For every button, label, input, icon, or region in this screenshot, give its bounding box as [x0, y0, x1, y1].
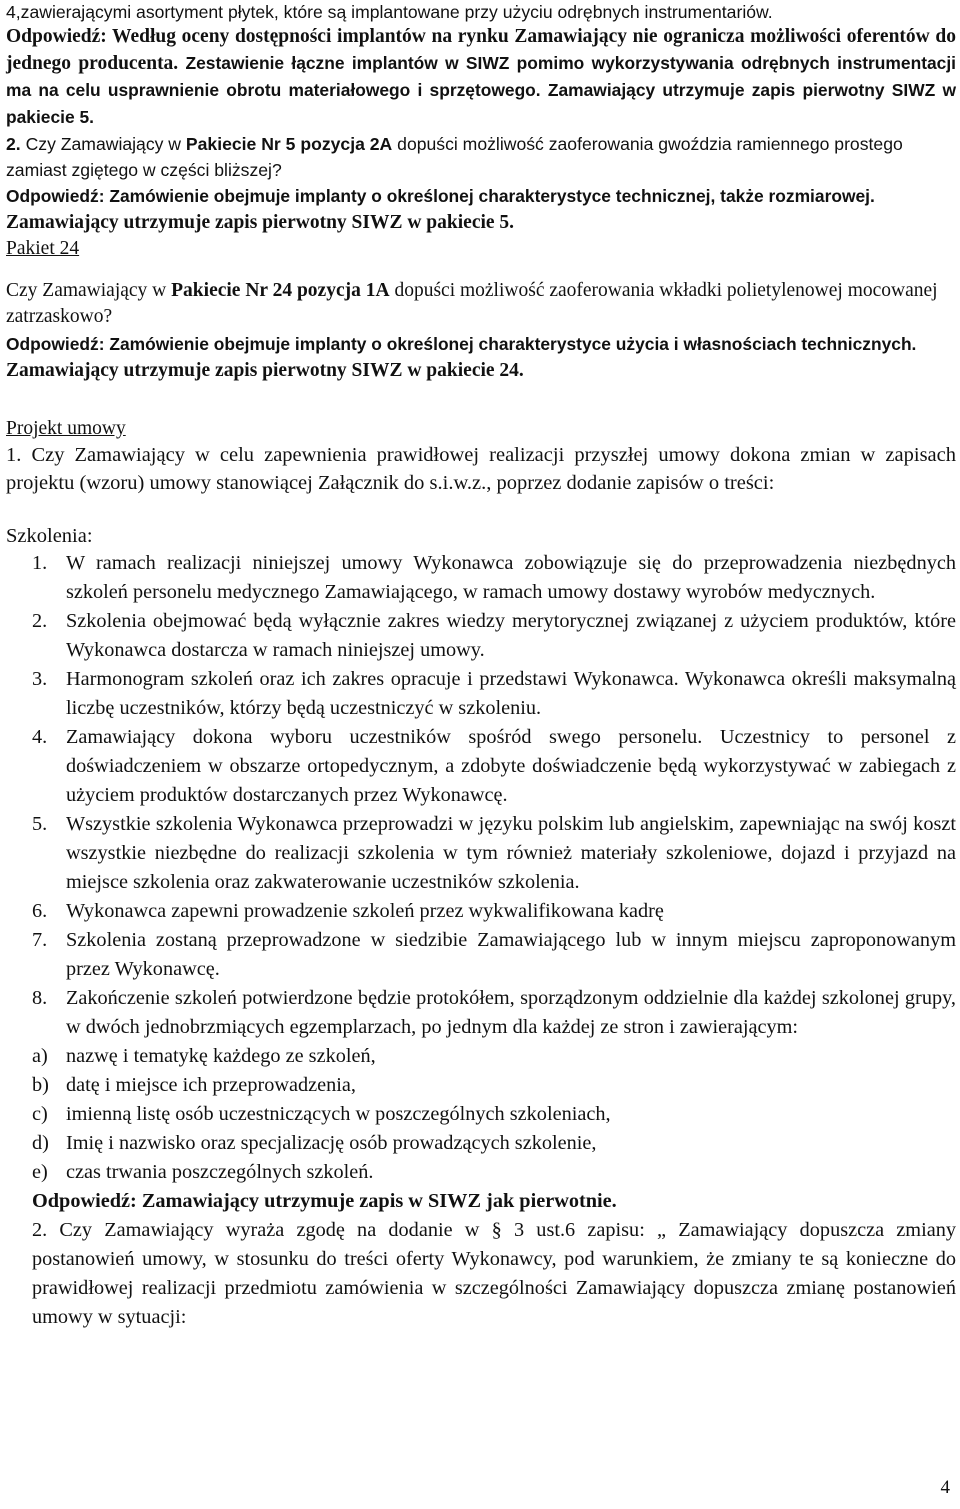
list-item-number: 3. — [32, 668, 48, 691]
answer-label: Odpowiedź: — [6, 26, 107, 47]
question-2-answer — [6, 183, 956, 236]
answer-sans-text: Odpowiedź: Zamówienie obejmuje implanty o określonej charakterystyce użycia i własnościach technicznych. — [6, 333, 917, 354]
intro-line: 4,zawierającymi asortyment płytek, które są implantowane przy użyciu odrębnych instrumentariów. — [6, 2, 773, 22]
question-text-b: Pakiecie Nr 5 pozycja 2A — [185, 134, 393, 154]
sublist-item — [32, 1158, 956, 1187]
sublist-item-letter: e) — [32, 1161, 48, 1184]
list-item-number: 5. — [32, 813, 48, 836]
answer-sans-text: Odpowiedź: Zamówienie obejmuje implanty o określonej charakterystyce technicznej, także rozmiarowej. — [6, 186, 875, 206]
question-number: 2. — [6, 134, 21, 154]
list-item-text: Wszystkie szkolenia Wykonawca przeprowadzi w języku polskim lub angielskim, zapewniając na swój koszt wszystkie niezbędne do realizacji szkolenia w tym również materiały szkoleniowe, dojazd i przyjazd na miejsce szkolenia oraz zakwaterowanie uczestników szkolenia. — [66, 813, 956, 894]
question-text-c: dopuści możliwość zaoferowania wkładki polietylenowej mocowanej zatrzaskowo? — [6, 280, 938, 328]
szkolenia-list — [32, 549, 956, 1042]
answer-text: Według oceny dostępności implantów na rynku Zamawiający nie ogranicza możliwości oferentów do jednego producenta. — [6, 26, 956, 74]
szkolenia-answer: Odpowiedź: Zamawiający utrzymuje zapis w SIWZ jak pierwotnie. — [32, 1190, 617, 1213]
section-title-szkolenia: Szkolenia: — [6, 525, 93, 548]
szkolenia-sublist — [32, 1042, 956, 1187]
section-title-projekt-umowy: Projekt umowy — [6, 418, 126, 440]
question-2 — [6, 131, 956, 183]
list-item — [32, 810, 956, 897]
section-title-pakiet-24: Pakiet 24 — [6, 238, 80, 259]
sublist-item — [32, 1129, 956, 1158]
projekt-question-1: 1. Czy Zamawiający w celu zapewnienia prawidłowej realizacji przyszłej umowy dokona zmian w zapisach projektu (wzoru) umowy stanowiącej Załącznik do s.i.w.z., poprzez dodanie zapisów o treści: — [6, 444, 956, 494]
sublist-item-text: datę i miejsce ich przeprowadzenia, — [66, 1074, 356, 1097]
sublist-item-letter: c) — [32, 1103, 48, 1126]
sublist-item-letter: d) — [32, 1132, 49, 1155]
sublist-item-letter: b) — [32, 1074, 49, 1097]
sublist-item-text: Imię i nazwisko oraz specjalizację osób prowadzących szkolenie, — [66, 1132, 597, 1155]
pakiet-24-question — [6, 278, 956, 330]
list-item-number: 1. — [32, 552, 48, 575]
list-item — [32, 897, 956, 926]
sublist-item — [32, 1042, 956, 1071]
sublist-item-text: imienną listę osób uczestniczących w poszczególnych szkoleniach, — [66, 1103, 611, 1126]
list-item — [32, 984, 956, 1042]
list-item — [32, 723, 956, 810]
intro-answer — [6, 24, 956, 131]
list-item-text: Wykonawca zapewni prowadzenie szkoleń przez wykwalifikowana kadrę — [66, 900, 664, 923]
list-item-number: 2. — [32, 610, 48, 633]
sublist-item — [32, 1071, 956, 1100]
question-text-a: Czy Zamawiający w — [20, 134, 186, 154]
answer-serif-text: Zamawiający utrzymuje zapis pierwotny SIWZ w pakiecie 24. — [6, 359, 524, 381]
answer-sans-text: Zestawienie łączne implantów w SIWZ pomimo wykorzystywania odrębnych instrumentacji ma na celu usprawnienie obrotu materiałowego i sprzętowego. Zamawiający utrzymuje zapis pierwotny SIWZ w pakiecie 5. — [6, 53, 956, 127]
list-item-text: Zakończenie szkoleń potwierdzone będzie protokółem, sporządzonym oddzielnie dla każdej szkolonej grupy, w dwóch jednobrzmiących egzemplarzach, po jednym dla każdej ze stron i zawierającym: — [66, 987, 956, 1039]
pakiet-24-answer — [6, 331, 956, 384]
sublist-item-letter: a) — [32, 1045, 48, 1068]
question-text-c: dopuści możliwość zaoferowania gwoździa ramiennego prostego zamiast zgiętego w części bliższej? — [6, 134, 903, 180]
list-item-number: 7. — [32, 929, 48, 952]
sublist-item-text: nazwę i tematykę każdego ze szkoleń, — [66, 1045, 376, 1068]
projekt-question-2: 2. Czy Zamawiający wyraża zgodę na dodanie w § 3 ust.6 zapisu: „ Zamawiający dopuszcza zmiany postanowień umowy, w stosunku do treści oferty Wykonawcy, pod warunkiem, że zmiany te są konieczne do prawidłowej realizacji przedmiotu zamówienia w szczególności Zamawiający dopuszcza zmianę postanowień umowy w sytuacji: — [32, 1219, 956, 1329]
list-item-text: Szkolenia zostaną przeprowadzone w siedzibie Zamawiającego lub w innym miejscu zaproponowanym przez Wykonawcę. — [66, 929, 956, 981]
sublist-item-text: czas trwania poszczególnych szkoleń. — [66, 1161, 374, 1184]
list-item-text: Harmonogram szkoleń oraz ich zakres opracuje i przedstawi Wykonawca. Wykonawca określi maksymalną liczbę uczestników, którzy będą uczestniczyć w szkoleniu. — [66, 668, 956, 720]
question-text-b: Pakiecie Nr 24 pozycja 1A — [171, 280, 390, 302]
list-item — [32, 549, 956, 607]
list-item-text: Szkolenia obejmować będą wyłącznie zakres wiedzy merytorycznej związanej z użyciem produktów, które Wykonawca dostarcza w ramach niniejszej umowy. — [66, 610, 956, 662]
list-item — [32, 926, 956, 984]
list-item-number: 6. — [32, 900, 48, 923]
sublist-item — [32, 1100, 956, 1129]
list-item — [32, 665, 956, 723]
list-item — [32, 607, 956, 665]
list-item-number: 8. — [32, 987, 48, 1010]
list-item-number: 4. — [32, 726, 48, 749]
page-number: 4 — [940, 1476, 950, 1498]
list-item-text: Zamawiający dokona wyboru uczestników spośród swego personelu. Uczestnicy to personel z doświadczeniem w obszarze ortopedycznym, a zdobyte doświadczenie będą wykorzystywać w zabiegach z użyciem produktów dostarczanych przez Wykonawcę. — [66, 726, 956, 807]
document-page — [6, 0, 956, 1332]
answer-serif-text: Zamawiający utrzymuje zapis pierwotny SIWZ w pakiecie 5. — [6, 212, 515, 233]
list-item-text: W ramach realizacji niniejszej umowy Wykonawca zobowiązuje się do przeprowadzenia niezbędnych szkoleń personelu medycznego Zamawiającego, w ramach umowy dostawy wyrobów medycznych. — [66, 552, 956, 604]
question-text-a: Czy Zamawiający w — [6, 280, 172, 302]
